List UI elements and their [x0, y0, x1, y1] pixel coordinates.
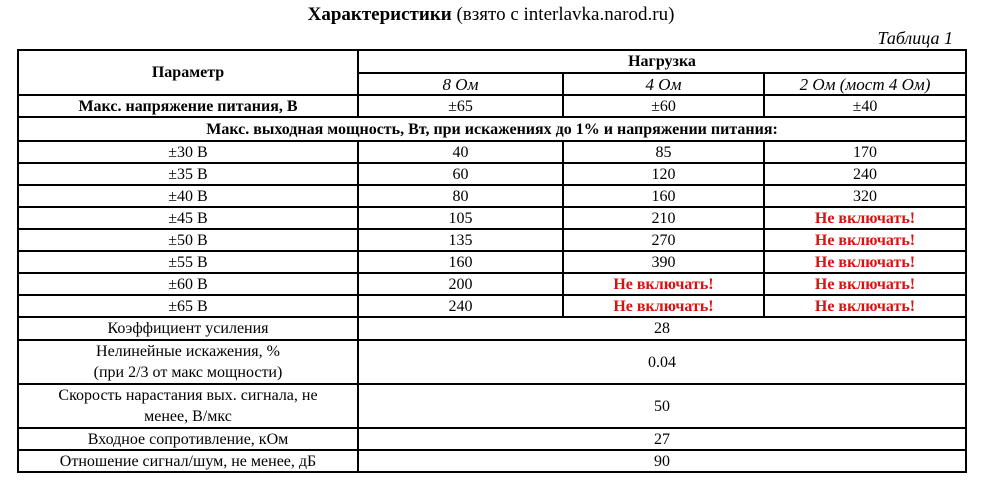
header-cell-param: Параметр	[18, 50, 358, 95]
value-8ohm: 240	[358, 295, 563, 317]
param-label: ±35 В	[18, 163, 358, 185]
param-label: Коэффициент усиления	[18, 317, 358, 340]
value-8ohm: ±65	[358, 95, 563, 117]
param-label: Входное сопротивление, кОм	[18, 428, 358, 450]
value-8ohm: 135	[358, 229, 563, 251]
table-row	[18, 273, 966, 295]
header-cell-4ohm: 4 Ом	[563, 73, 764, 95]
table-row	[18, 207, 966, 229]
param-label: Скорость нарастания вых. сигнала, не менее, В/мкс	[18, 384, 358, 428]
value-2ohm: 320	[764, 185, 966, 207]
table-row	[18, 141, 966, 163]
param-label: ±55 В	[18, 251, 358, 273]
row-gain	[18, 317, 966, 340]
table-caption: Таблица 1	[877, 28, 953, 48]
warning-cell: Не включать!	[764, 251, 966, 273]
value-4ohm: 85	[563, 141, 764, 163]
param-label: ±65 В	[18, 295, 358, 317]
page-title-source: (взято с interlavka.narod.ru)	[451, 4, 675, 25]
warning-cell: Не включать!	[764, 273, 966, 295]
value-merged: 50	[358, 384, 966, 428]
value-4ohm: 390	[563, 251, 764, 273]
row-power-section	[18, 117, 966, 141]
header-cell-load: Нагрузка	[358, 50, 966, 73]
table-row	[18, 251, 966, 273]
value-8ohm: 40	[358, 141, 563, 163]
value-8ohm: 105	[358, 207, 563, 229]
param-label: Отношение сигнал/шум, не менее, дБ	[18, 450, 358, 472]
table-row	[18, 185, 966, 207]
value-8ohm: 60	[358, 163, 563, 185]
value-4ohm: 270	[563, 229, 764, 251]
value-merged: 28	[358, 317, 966, 340]
header-cell-2ohm: 2 Ом (мост 4 Ом)	[764, 73, 966, 95]
value-merged: 0.04	[358, 340, 966, 384]
row-max-voltage	[18, 95, 966, 117]
value-8ohm: 160	[358, 251, 563, 273]
table-row	[18, 295, 966, 317]
param-label: ±50 В	[18, 229, 358, 251]
warning-cell: Не включать!	[563, 295, 764, 317]
table-row	[18, 163, 966, 185]
table-row	[18, 229, 966, 251]
warning-cell: Не включать!	[563, 273, 764, 295]
row-input-impedance	[18, 428, 966, 450]
value-4ohm: 210	[563, 207, 764, 229]
value-8ohm: 200	[358, 273, 563, 295]
value-4ohm: ±60	[563, 95, 764, 117]
param-label: ±45 В	[18, 207, 358, 229]
value-merged: 27	[358, 428, 966, 450]
value-2ohm: 170	[764, 141, 966, 163]
row-distortion	[18, 340, 966, 384]
row-snr	[18, 450, 966, 472]
page-title	[17, 3, 965, 26]
value-2ohm: 240	[764, 163, 966, 185]
value-4ohm: 160	[563, 185, 764, 207]
value-8ohm: 80	[358, 185, 563, 207]
param-label: Нелинейные искажения, % (при 2/3 от макс мощности)	[18, 340, 358, 384]
header-row-load	[18, 50, 966, 73]
value-4ohm: 120	[563, 163, 764, 185]
value-2ohm: ±40	[764, 95, 966, 117]
param-label: Макс. напряжение питания, В	[18, 95, 358, 117]
param-label: ±30 В	[18, 141, 358, 163]
param-label: ±60 В	[18, 273, 358, 295]
power-section-label: Макс. выходная мощность, Вт, при искажениях до 1% и напряжении питания:	[18, 117, 966, 141]
page-title-main: Характеристики	[307, 4, 452, 25]
warning-cell: Не включать!	[764, 295, 966, 317]
value-merged: 90	[358, 450, 966, 472]
header-cell-8ohm: 8 Ом	[358, 73, 563, 95]
page-content	[17, 3, 965, 473]
warning-cell: Не включать!	[764, 207, 966, 229]
param-label: ±40 В	[18, 185, 358, 207]
row-slew-rate	[18, 384, 966, 428]
warning-cell: Не включать!	[764, 229, 966, 251]
spec-table	[17, 49, 967, 473]
